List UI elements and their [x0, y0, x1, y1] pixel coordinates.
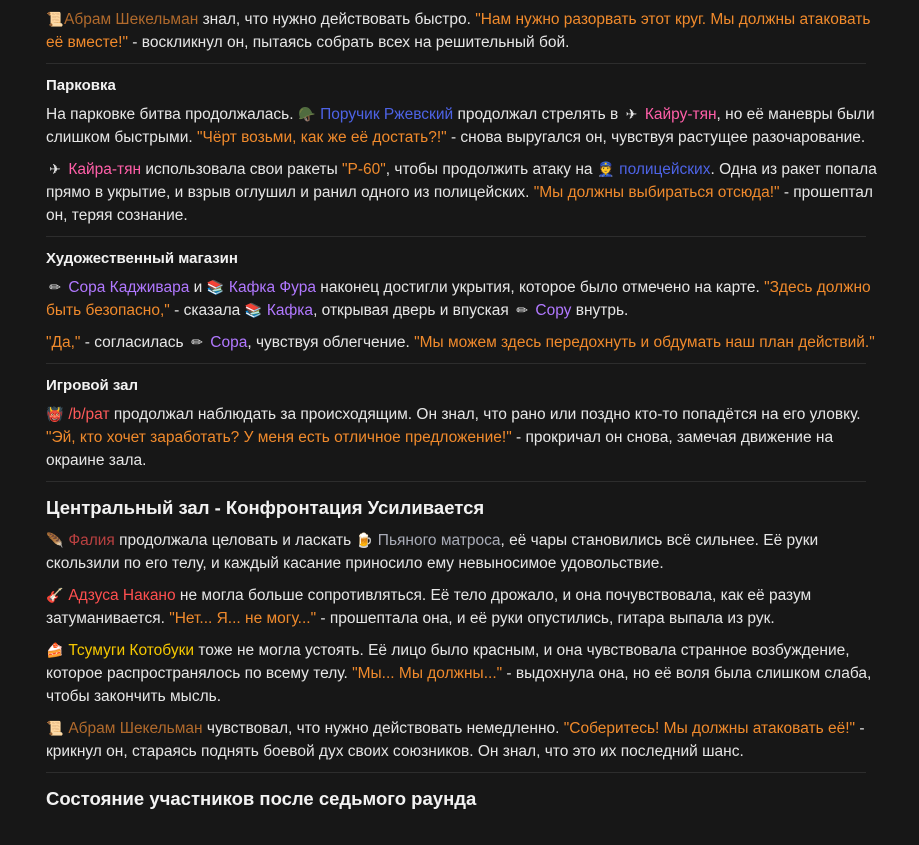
- quote: "Мы... Мы должны...": [352, 665, 503, 682]
- paragraph-art-2: [46, 331, 879, 354]
- text: - снова выругался он, чувствуя растущее разочарование.: [446, 129, 866, 146]
- text: - воскликнул он, пытаясь собрать всех на решительный бой.: [128, 34, 570, 51]
- soldier-icon: 🪖: [298, 106, 316, 122]
- character-sora: Сора: [210, 334, 248, 351]
- guitar-icon: 🎸: [46, 587, 64, 603]
- text: - согласилась: [80, 334, 188, 351]
- airplane-icon: ✈: [49, 161, 61, 177]
- text: продолжал наблюдать за происходящим. Он знал, что рано или поздно кто-то попадётся на его уловку.: [109, 406, 861, 423]
- text: знал, что нужно действовать быстро.: [198, 11, 476, 28]
- pencil-icon: ✏: [49, 279, 61, 295]
- divider: [46, 63, 866, 64]
- paragraph-parking-1: [46, 103, 879, 149]
- divider: [46, 236, 866, 237]
- character-police: полицейских: [619, 161, 711, 178]
- police-icon: 👮: [597, 161, 615, 177]
- text: - выдохнула она, но её воля была слишком слаба, чтобы закончить мысль.: [46, 665, 872, 705]
- character-abram: Абрам Шекельман: [68, 720, 203, 737]
- text: тоже не могла устоять. Её лицо было красным, и она чувствовала странное возбуждение, которое распространялось по всему телу.: [46, 642, 850, 682]
- divider: [46, 363, 866, 364]
- character-kairu: Кайру-тян: [644, 106, 717, 123]
- quote: "Эй, кто хочет заработать? У меня есть отличное предложение!": [46, 429, 512, 446]
- books-icon: 📚: [244, 302, 263, 318]
- text: чувствовал, что нужно действовать немедленно.: [202, 720, 564, 737]
- airplane-icon: ✈: [625, 106, 638, 122]
- text: - прошептал он, теряя сознание.: [46, 184, 873, 224]
- section-title-game-hall: Игровой зал: [46, 377, 139, 394]
- divider: [46, 772, 866, 773]
- quote: "Соберитесь! Мы должны атаковать её!": [563, 720, 856, 737]
- section-title-status: Состояние участников после седьмого раунда: [46, 788, 477, 809]
- scroll-icon: 📜: [46, 720, 64, 736]
- paragraph-art-1: [46, 276, 879, 322]
- text: , её чары становились всё сильнее. Её руки скользили по его телу, и каждый касание приносило ему невыносимое удовольствие.: [46, 532, 819, 572]
- quote: "Нет... Я... не могу...": [169, 610, 317, 627]
- text: наконец достигли укрытия, которое было отмечено на карте.: [315, 279, 765, 296]
- quote: "Да,": [46, 334, 81, 351]
- text: продолжала целовать и ласкать: [114, 532, 356, 549]
- text: - сказала: [169, 302, 245, 319]
- pencil-icon: ✏: [191, 334, 203, 350]
- text: , чтобы продолжить атаку на: [385, 161, 597, 178]
- character-b-rat: /b/рат: [68, 406, 110, 423]
- text: , но её маневры были слишком быстрыми.: [46, 106, 875, 146]
- section-title-parking: Парковка: [46, 77, 116, 94]
- quote: "Р-60": [342, 161, 386, 178]
- cake-icon: 🍰: [46, 642, 64, 658]
- books-icon: 📚: [206, 279, 225, 295]
- text: . Одна из ракет попала прямо в укрытие, и взрыв оглушил и ранил одного из полицейских.: [46, 161, 877, 201]
- paragraph-central-2: [46, 584, 879, 630]
- text: - крикнул он, стараясь поднять боевой дух своих союзников. Он знал, что это их последний шанс.: [46, 720, 865, 760]
- paragraph-parking-2: [46, 158, 879, 227]
- paragraph-abram-intro: [46, 8, 879, 54]
- demon-icon: 👹: [46, 406, 64, 422]
- paragraph-central-4: [46, 717, 879, 763]
- character-kafka: Кафка: [266, 302, 314, 319]
- paragraph-central-3: [46, 639, 879, 708]
- character-rzhevsky: Поручик Ржевский: [320, 106, 454, 123]
- beer-icon: 🍺: [355, 532, 374, 548]
- text: использовала свои ракеты: [141, 161, 343, 178]
- text: внутрь.: [571, 302, 629, 319]
- text: продолжал стрелять в: [453, 106, 623, 123]
- character-abram: Абрам Шекельман: [64, 11, 199, 28]
- character-sora: Сору: [535, 302, 572, 319]
- character-falia: Фалия: [68, 532, 115, 549]
- character-kafka: Кафка Фура: [228, 279, 316, 296]
- character-drunk-sailor: Пьяного матроса: [377, 532, 501, 549]
- character-kaira: Кайра-тян: [68, 161, 142, 178]
- text: , открывая дверь и впуская: [313, 302, 514, 319]
- section-title-art-store: Художественный магазин: [46, 250, 238, 267]
- text: - прошептала она, и её руки опустились, гитара выпала из рук.: [316, 610, 775, 627]
- quote: "Чёрт возьми, как же её достать?!": [196, 129, 447, 146]
- text: не могла больше сопротивляться. Её тело дрожало, и она почувствовала, как её разум затуманивается.: [46, 587, 812, 627]
- section-title-central-hall: Центральный зал - Конфронтация Усиливается: [46, 497, 485, 518]
- quote: "Нам нужно разорвать этот круг. Мы должны атаковать её вместе!": [46, 11, 871, 51]
- character-adzusa: Адзуса Накано: [68, 587, 176, 604]
- text: , чувствуя облегчение.: [247, 334, 415, 351]
- divider: [46, 481, 866, 482]
- text: - прокричал он снова, замечая движение на окраине зала.: [46, 429, 834, 469]
- quote: "Здесь должно быть безопасно,": [46, 279, 871, 319]
- paragraph-game-1: [46, 403, 879, 472]
- quote: "Мы можем здесь передохнуть и обдумать наш план действий.": [414, 334, 875, 351]
- feather-icon: 🪶: [46, 532, 64, 548]
- character-tsumugi: Тсумуги Котобуки: [68, 642, 195, 659]
- pencil-icon: ✏: [516, 302, 528, 318]
- text: и: [189, 279, 207, 296]
- text: На парковке битва продолжалась.: [46, 106, 298, 123]
- scroll-icon: 📜: [46, 11, 64, 27]
- paragraph-central-1: [46, 529, 879, 575]
- character-sora: Сора Кадживара: [68, 279, 190, 296]
- quote: "Мы должны выбираться отсюда!": [533, 184, 780, 201]
